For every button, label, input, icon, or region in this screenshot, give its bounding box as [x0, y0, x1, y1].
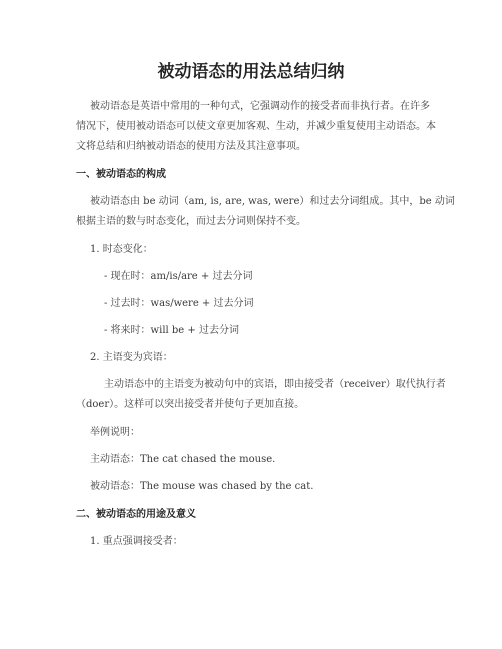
section1-para-line-2: 根据主语的数与时态变化，而过去分词则保持不变。 — [76, 216, 306, 227]
intro-line-2: 情况下，使用被动语态可以使文章更加客观、生动，并减少重复使用主动语态。本 — [76, 121, 436, 132]
tense-present: - 现在时：am/is/are + 过去分词 — [104, 271, 253, 282]
section-heading-1: 一、被动语态的构成 — [76, 169, 166, 180]
example-label: 举例说明： — [90, 427, 140, 438]
item2-para-line-2: （doer）。这样可以突出接受者并使句子更加直接。 — [76, 399, 305, 410]
list-item-subject: 2. 主语变为宾语： — [90, 352, 173, 363]
tense-future: - 将来时：will be + 过去分词 — [104, 325, 239, 336]
document-title: 被动语态的用法总结归纳 — [157, 62, 345, 82]
example-active: 主动语态：The cat chased the mouse. — [90, 454, 276, 465]
list-item-emphasis: 1. 重点强调接受者： — [90, 536, 183, 547]
tense-past: - 过去时：was/were + 过去分词 — [104, 298, 254, 309]
section-heading-2: 二、被动语态的用途及意义 — [76, 509, 196, 520]
list-item-tense: 1. 时态变化： — [90, 244, 153, 255]
intro-line-3: 文将总结和归纳被动语态的使用方法及其注意事项。 — [76, 141, 306, 152]
section1-para-line-1: 被动语态由 be 动词（am, is, are, was, were）和过去分词组成。其中，be 动词 — [90, 196, 455, 207]
item2-para-line-1: 主动语态中的主语变为被动句中的宾语，即由接受者（receiver）取代执行者 — [104, 379, 446, 390]
example-passive: 被动语态：The mouse was chased by the cat. — [90, 481, 314, 492]
intro-line-1: 被动语态是英语中常用的一种句式，它强调动作的接受者而非执行者。在许多 — [90, 101, 430, 112]
